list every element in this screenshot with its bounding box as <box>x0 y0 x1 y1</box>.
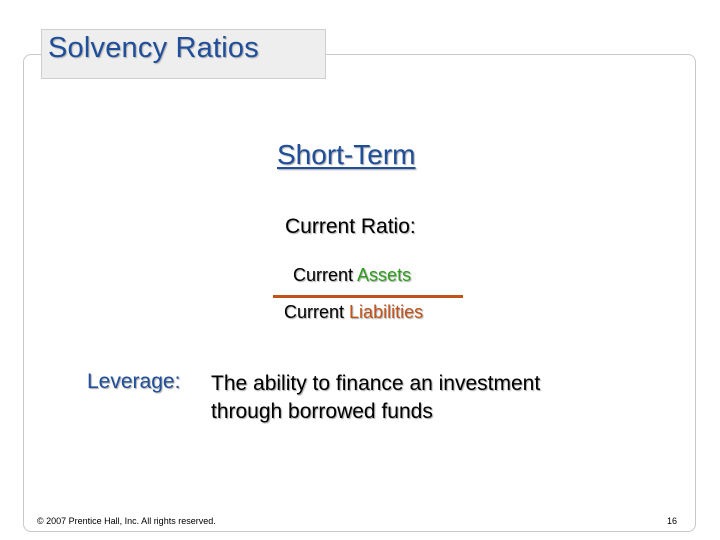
fraction-line <box>273 295 463 298</box>
numerator-prefix: Current <box>293 265 354 285</box>
ratio-label: Current Ratio: <box>285 215 416 238</box>
footer-copyright: © 2007 Prentice Hall, Inc. All rights reserved. <box>37 516 216 526</box>
definition-line-1: The ability to finance an investment <box>211 372 541 395</box>
page-number: 16 <box>667 516 678 526</box>
definition-term: Leverage: <box>87 370 181 393</box>
denominator-highlight: Liabilities <box>349 302 424 322</box>
fraction-numerator <box>293 265 411 286</box>
denominator-prefix: Current <box>284 302 345 322</box>
subheading: Short-Term <box>277 139 416 170</box>
fraction-denominator <box>284 302 423 323</box>
slide-frame <box>23 54 696 532</box>
slide-title: Solvency Ratios <box>48 32 259 64</box>
numerator-highlight: Assets <box>357 265 412 285</box>
definition-line-2: through borrowed funds <box>211 400 433 423</box>
definition-text <box>211 370 651 426</box>
